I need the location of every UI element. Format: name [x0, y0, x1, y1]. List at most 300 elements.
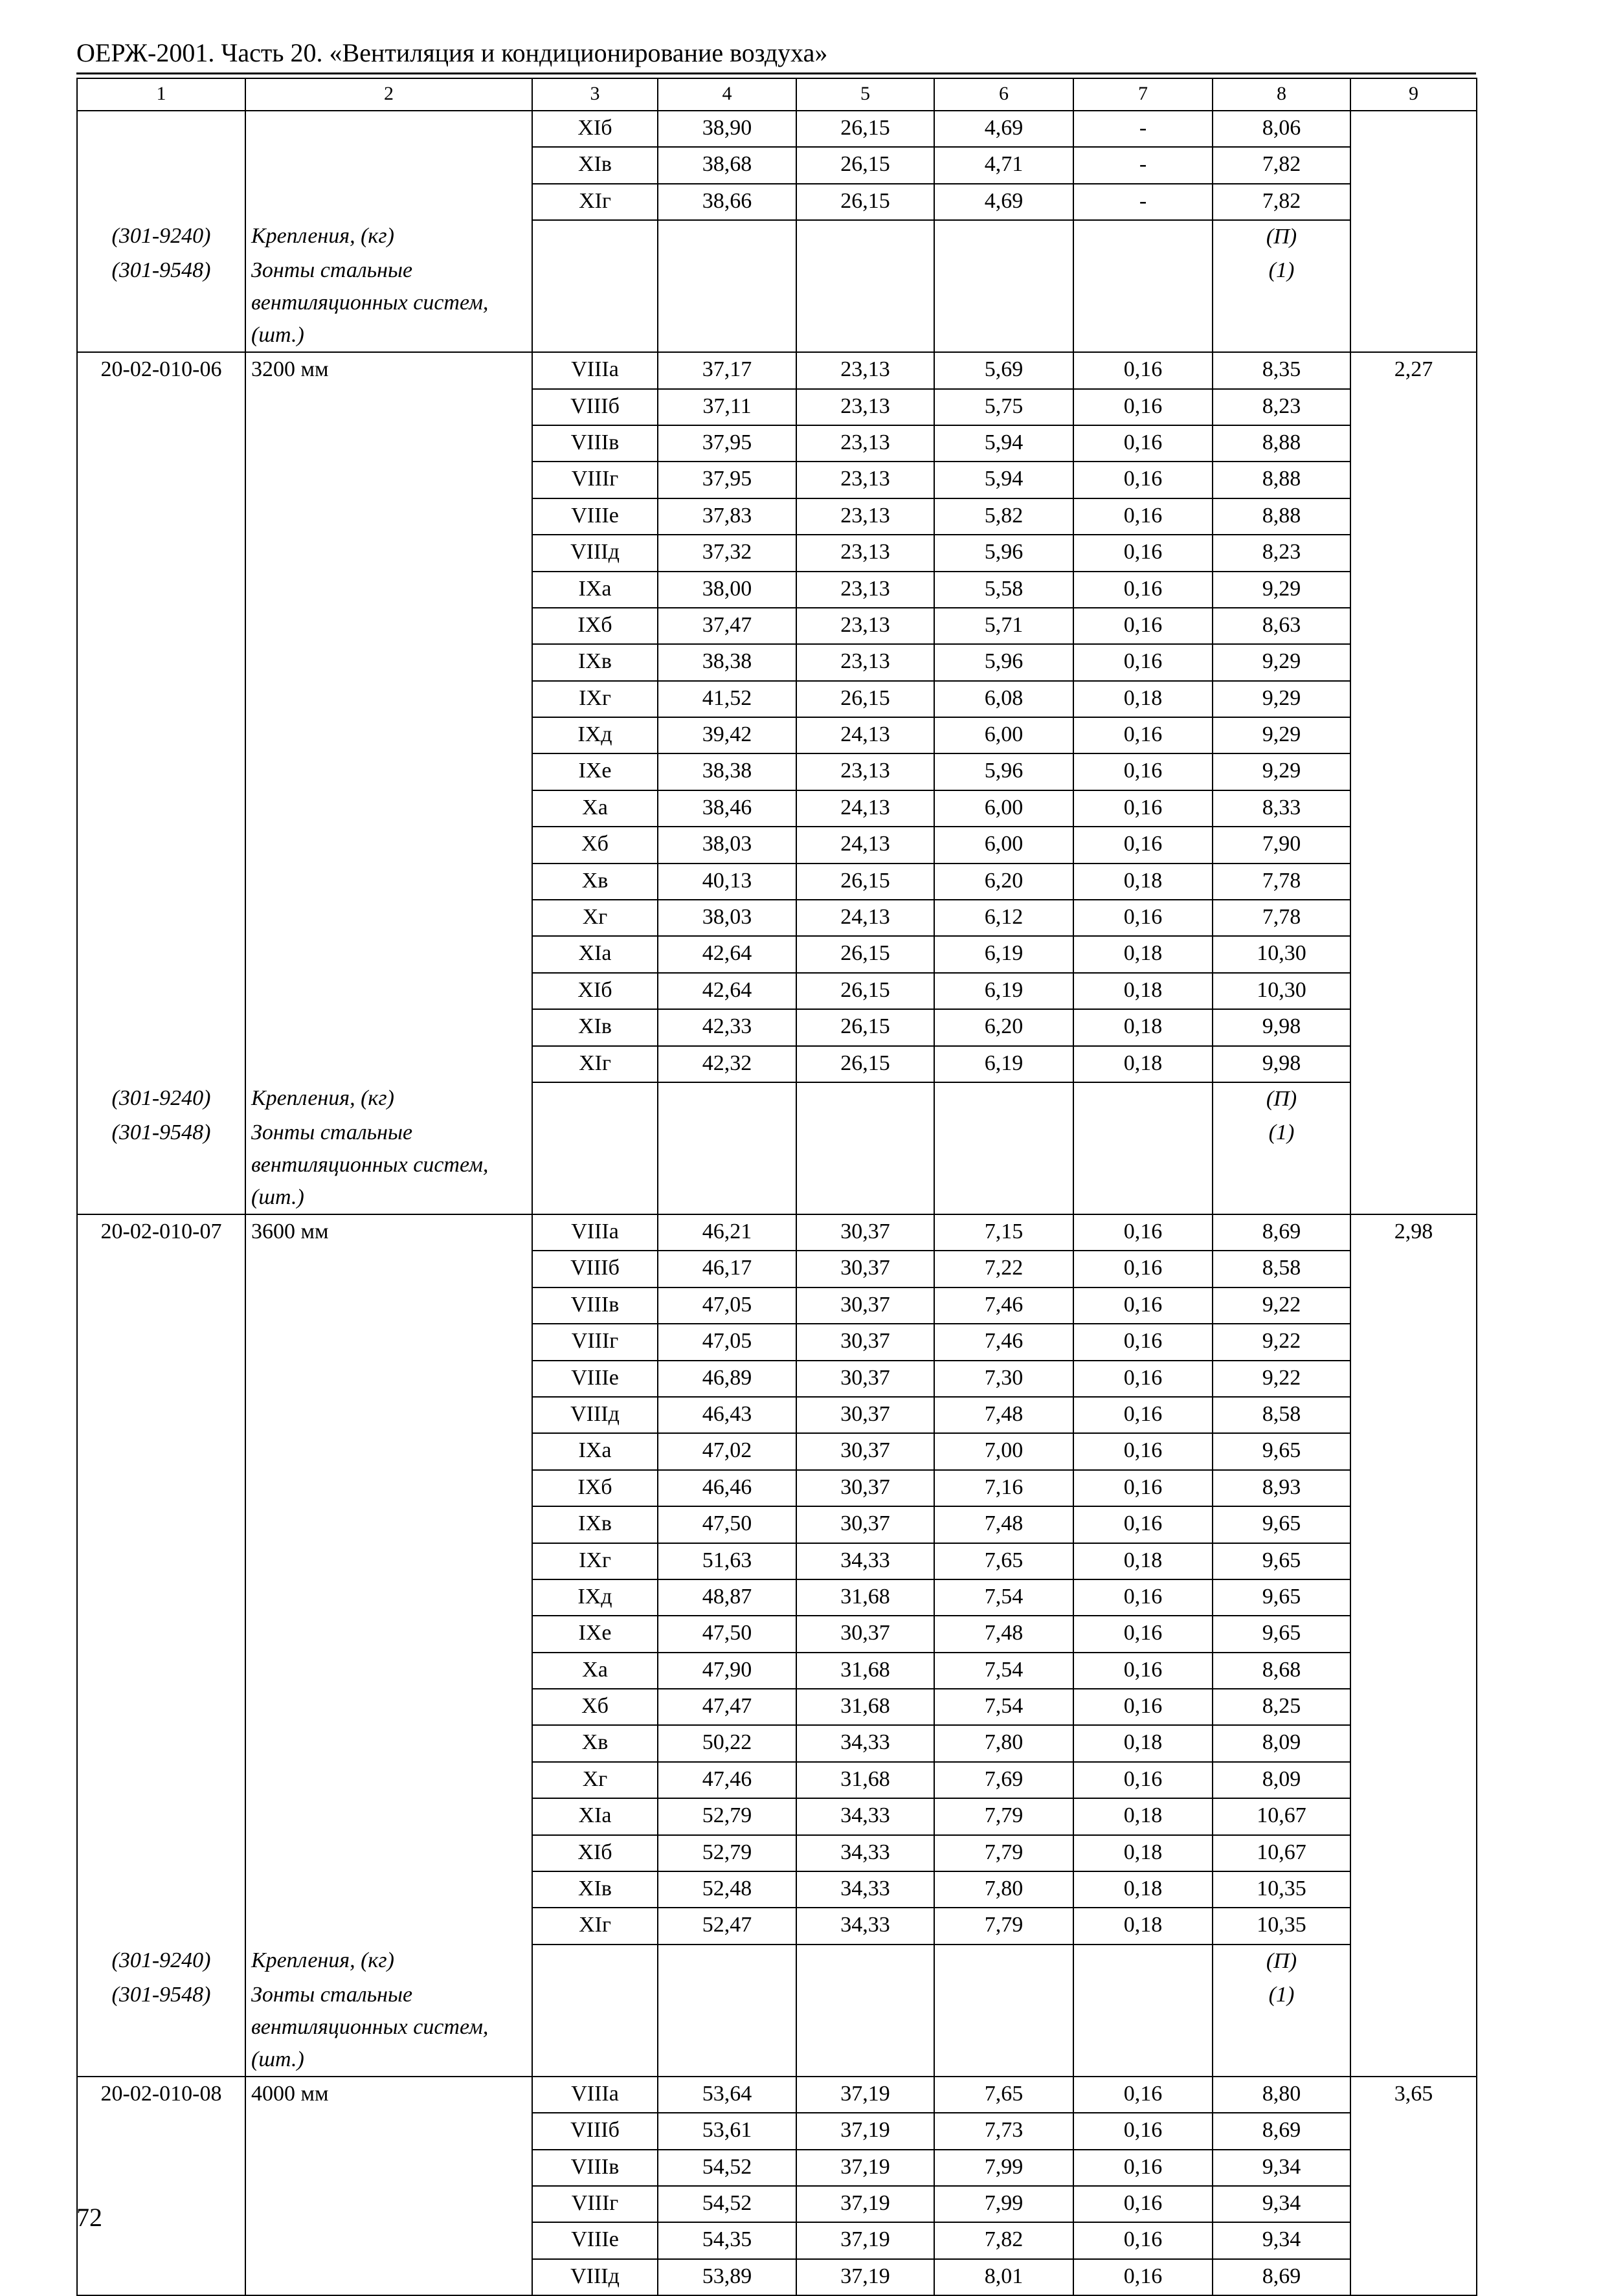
- table-row: [77, 389, 1477, 425]
- cell-col-1: [77, 1798, 245, 1834]
- cell-col-4: 38,03: [658, 900, 796, 936]
- cell-col-9: [1350, 1009, 1477, 1045]
- table-row: [77, 936, 1477, 972]
- cell-col-6: 7,48: [934, 1506, 1073, 1543]
- empty-cell: [1350, 220, 1477, 254]
- cell-col-3: IXб: [532, 608, 658, 644]
- cell-col-8: 8,69: [1213, 1214, 1350, 1251]
- cell-col-6: 7,46: [934, 1287, 1073, 1324]
- cell-col-6: 7,16: [934, 1470, 1073, 1506]
- cell-col-9: [1350, 1543, 1477, 1579]
- cell-col-6: 6,00: [934, 717, 1073, 753]
- cell-col-6: 7,69: [934, 1762, 1073, 1798]
- column-number: 6: [934, 78, 1073, 111]
- cell-col-7: 0,16: [1073, 1470, 1213, 1506]
- cell-col-9: [1350, 389, 1477, 425]
- cell-col-2: [245, 2222, 532, 2258]
- table-row: [77, 1689, 1477, 1725]
- resource-row: [77, 254, 1477, 352]
- cell-col-7: 0,18: [1073, 1908, 1213, 1944]
- cell-col-5: 34,33: [796, 1835, 934, 1871]
- cell-col-3: Xа: [532, 1653, 658, 1689]
- cell-col-3: XIа: [532, 1798, 658, 1834]
- cell-col-2: [245, 608, 532, 644]
- cell-col-3: Xа: [532, 790, 658, 827]
- page-number: 72: [76, 2203, 102, 2232]
- cell-col-3: IXа: [532, 1433, 658, 1469]
- cell-col-1: [77, 1361, 245, 1397]
- cell-col-8: 9,98: [1213, 1046, 1350, 1082]
- cell-col-1: [77, 1251, 245, 1287]
- cell-col-6: 7,22: [934, 1251, 1073, 1287]
- cell-col-8: 8,63: [1213, 608, 1350, 644]
- cell-col-7: 0,16: [1073, 498, 1213, 535]
- cell-col-4: 53,89: [658, 2259, 796, 2295]
- cell-col-8: 9,29: [1213, 644, 1350, 680]
- cell-col-8: 8,88: [1213, 498, 1350, 535]
- cell-col-5: 30,37: [796, 1616, 934, 1652]
- cell-col-7: 0,16: [1073, 462, 1213, 498]
- table-row: [77, 790, 1477, 827]
- cell-col-7: 0,18: [1073, 1725, 1213, 1761]
- cell-col-5: 24,13: [796, 790, 934, 827]
- cell-col-6: 5,58: [934, 572, 1073, 608]
- cell-col-2: 3200 мм: [245, 352, 532, 388]
- cell-col-6: 6,20: [934, 864, 1073, 900]
- cell-col-9: [1350, 753, 1477, 790]
- cell-col-3: XIб: [532, 1835, 658, 1871]
- cell-col-8: 9,34: [1213, 2222, 1350, 2258]
- cell-col-4: 54,52: [658, 2150, 796, 2186]
- cell-col-1: [77, 1616, 245, 1652]
- cell-col-5: 30,37: [796, 1433, 934, 1469]
- cell-col-3: VIIIа: [532, 2077, 658, 2113]
- cell-col-5: 31,68: [796, 1689, 934, 1725]
- cell-col-7: 0,16: [1073, 1506, 1213, 1543]
- empty-cell: [934, 1945, 1073, 1979]
- cell-col-8: 9,29: [1213, 717, 1350, 753]
- cell-col-6: 6,19: [934, 973, 1073, 1009]
- cell-col-4: 38,46: [658, 790, 796, 827]
- cell-col-3: Xб: [532, 827, 658, 863]
- cell-col-3: IXв: [532, 1506, 658, 1543]
- cell-col-8: 10,35: [1213, 1871, 1350, 1908]
- cell-col-8: 8,88: [1213, 425, 1350, 462]
- cell-col-1: [77, 900, 245, 936]
- cell-col-6: 7,82: [934, 2222, 1073, 2258]
- cell-col-4: 47,05: [658, 1324, 796, 1360]
- empty-cell: [934, 1082, 1073, 1117]
- cell-col-1: [77, 1871, 245, 1908]
- cell-col-9: [1350, 1798, 1477, 1834]
- cell-col-8: 7,78: [1213, 864, 1350, 900]
- cell-col-9: [1350, 2186, 1477, 2222]
- table-row: [77, 827, 1477, 863]
- cell-col-7: 0,18: [1073, 973, 1213, 1009]
- table-row: [77, 2113, 1477, 2149]
- cell-col-4: 47,50: [658, 1616, 796, 1652]
- cell-col-4: 37,32: [658, 535, 796, 571]
- cell-col-9: [1350, 425, 1477, 462]
- table-row: [77, 2186, 1477, 2222]
- cell-col-5: 26,15: [796, 184, 934, 220]
- cell-col-6: 5,82: [934, 498, 1073, 535]
- cell-col-3: VIIIг: [532, 2186, 658, 2222]
- cell-col-2: 4000 мм: [245, 2077, 532, 2113]
- cell-col-1: [77, 425, 245, 462]
- cell-col-9: [1350, 864, 1477, 900]
- cell-col-8: 9,34: [1213, 2186, 1350, 2222]
- cell-col-9: [1350, 1046, 1477, 1082]
- cell-col-3: Xв: [532, 864, 658, 900]
- empty-cell: [658, 1979, 796, 2077]
- cell-col-4: 47,90: [658, 1653, 796, 1689]
- resource-unit: (П): [1213, 1945, 1350, 1979]
- cell-col-4: 38,68: [658, 147, 796, 183]
- empty-cell: [796, 1979, 934, 2077]
- cell-col-2: [245, 1251, 532, 1287]
- cell-col-5: 26,15: [796, 864, 934, 900]
- cell-col-3: XIг: [532, 1908, 658, 1944]
- cell-col-4: 37,95: [658, 425, 796, 462]
- cell-col-6: 5,96: [934, 753, 1073, 790]
- cell-col-6: 4,69: [934, 111, 1073, 147]
- cell-col-9: 2,27: [1350, 352, 1477, 388]
- cell-col-2: [245, 790, 532, 827]
- cell-col-9: [1350, 1835, 1477, 1871]
- cell-col-2: [245, 2150, 532, 2186]
- cell-col-8: 8,69: [1213, 2259, 1350, 2295]
- column-number-row: [77, 78, 1477, 111]
- cell-col-1: [77, 2259, 245, 2295]
- cell-col-1: [77, 864, 245, 900]
- cell-col-3: XIв: [532, 147, 658, 183]
- resource-name: Крепления, (кг): [245, 1945, 532, 1979]
- table-row: [77, 1506, 1477, 1543]
- cell-col-6: 6,00: [934, 827, 1073, 863]
- cell-col-5: 34,33: [796, 1725, 934, 1761]
- cell-col-9: [1350, 681, 1477, 717]
- empty-cell: [796, 1945, 934, 1979]
- cell-col-7: 0,18: [1073, 1046, 1213, 1082]
- cell-col-7: 0,16: [1073, 1433, 1213, 1469]
- cell-col-6: 5,71: [934, 608, 1073, 644]
- table-row: [77, 184, 1477, 220]
- empty-cell: [658, 1945, 796, 1979]
- cell-col-1: [77, 1470, 245, 1506]
- cell-col-4: 47,02: [658, 1433, 796, 1469]
- cell-col-5: 26,15: [796, 681, 934, 717]
- empty-cell: [1073, 220, 1213, 254]
- cell-col-7: 0,18: [1073, 1543, 1213, 1579]
- cell-col-3: VIIIд: [532, 2259, 658, 2295]
- cell-col-1: [77, 681, 245, 717]
- cell-col-1: [77, 1506, 245, 1543]
- resource-code: (301-9548): [77, 1117, 245, 1214]
- table-row: [77, 1433, 1477, 1469]
- cell-col-4: 52,79: [658, 1798, 796, 1834]
- resource-name: Зонты стальные вентиляционных систем, (шт.): [245, 1117, 532, 1214]
- cell-col-9: [1350, 147, 1477, 183]
- cell-col-1: [77, 1725, 245, 1761]
- cell-col-8: 9,22: [1213, 1287, 1350, 1324]
- cell-col-9: [1350, 1908, 1477, 1944]
- empty-cell: [796, 1117, 934, 1214]
- cell-col-1: [77, 1835, 245, 1871]
- table-row: [77, 498, 1477, 535]
- cell-col-7: 0,16: [1073, 717, 1213, 753]
- empty-cell: [934, 1117, 1073, 1214]
- empty-cell: [934, 254, 1073, 352]
- cell-col-7: 0,16: [1073, 425, 1213, 462]
- resource-name: Крепления, (кг): [245, 1082, 532, 1117]
- cell-col-1: [77, 1653, 245, 1689]
- cell-col-6: 7,00: [934, 1433, 1073, 1469]
- rates-table: [76, 78, 1477, 2296]
- table-body: [77, 78, 1477, 2295]
- cell-col-2: [245, 1835, 532, 1871]
- cell-col-5: 34,33: [796, 1543, 934, 1579]
- cell-col-7: 0,16: [1073, 1287, 1213, 1324]
- cell-col-4: 46,46: [658, 1470, 796, 1506]
- cell-col-9: [1350, 717, 1477, 753]
- table-row: [77, 753, 1477, 790]
- cell-col-1: [77, 936, 245, 972]
- cell-col-2: [245, 498, 532, 535]
- cell-col-4: 38,03: [658, 827, 796, 863]
- cell-col-5: 31,68: [796, 1579, 934, 1616]
- cell-col-3: IXа: [532, 572, 658, 608]
- resource-unit: (1): [1213, 254, 1350, 352]
- cell-col-4: 38,66: [658, 184, 796, 220]
- column-number: 3: [532, 78, 658, 111]
- cell-col-9: [1350, 790, 1477, 827]
- cell-col-1: [77, 1579, 245, 1616]
- cell-col-2: [245, 111, 532, 147]
- cell-col-9: [1350, 1287, 1477, 1324]
- table-row: [77, 1835, 1477, 1871]
- cell-col-1: [77, 717, 245, 753]
- cell-col-9: [1350, 1762, 1477, 1798]
- cell-col-9: [1350, 184, 1477, 220]
- cell-col-8: 9,65: [1213, 1579, 1350, 1616]
- cell-col-7: 0,16: [1073, 1251, 1213, 1287]
- cell-col-5: 30,37: [796, 1214, 934, 1251]
- cell-col-7: 0,16: [1073, 352, 1213, 388]
- table-row: [77, 535, 1477, 571]
- cell-col-5: 31,68: [796, 1653, 934, 1689]
- cell-col-3: VIIIв: [532, 2150, 658, 2186]
- cell-col-2: [245, 1689, 532, 1725]
- table-row: [77, 425, 1477, 462]
- cell-col-2: [245, 1798, 532, 1834]
- cell-col-9: [1350, 2113, 1477, 2149]
- cell-col-2: [245, 1287, 532, 1324]
- cell-col-9: [1350, 1397, 1477, 1433]
- cell-col-5: 23,13: [796, 608, 934, 644]
- cell-col-8: 9,65: [1213, 1543, 1350, 1579]
- cell-col-9: [1350, 1251, 1477, 1287]
- cell-col-5: 24,13: [796, 827, 934, 863]
- cell-col-2: [245, 389, 532, 425]
- cell-col-8: 10,35: [1213, 1908, 1350, 1944]
- cell-col-5: 37,19: [796, 2186, 934, 2222]
- cell-col-7: 0,16: [1073, 1361, 1213, 1397]
- cell-col-8: 8,68: [1213, 1653, 1350, 1689]
- cell-col-3: VIIIб: [532, 1251, 658, 1287]
- table-row: [77, 1616, 1477, 1652]
- cell-col-2: [245, 864, 532, 900]
- cell-col-6: 7,80: [934, 1871, 1073, 1908]
- cell-col-6: 6,00: [934, 790, 1073, 827]
- cell-col-3: IXе: [532, 1616, 658, 1652]
- cell-col-1: [77, 2150, 245, 2186]
- cell-col-1: [77, 1433, 245, 1469]
- table-row: [77, 644, 1477, 680]
- cell-col-1: [77, 2113, 245, 2149]
- header-rule: [76, 72, 1476, 74]
- resource-row: [77, 1945, 1477, 1979]
- cell-col-2: [245, 681, 532, 717]
- cell-col-7: 0,16: [1073, 753, 1213, 790]
- resource-name: Зонты стальные вентиляционных систем, (шт.): [245, 1979, 532, 2077]
- cell-col-6: 7,54: [934, 1689, 1073, 1725]
- cell-col-2: [245, 1908, 532, 1944]
- cell-col-5: 24,13: [796, 717, 934, 753]
- cell-col-8: 8,23: [1213, 535, 1350, 571]
- cell-col-6: 6,19: [934, 1046, 1073, 1082]
- cell-col-6: 7,80: [934, 1725, 1073, 1761]
- cell-col-3: VIIIд: [532, 1397, 658, 1433]
- cell-col-1: 20-02-010-07: [77, 1214, 245, 1251]
- cell-col-9: [1350, 1324, 1477, 1360]
- cell-col-4: 37,17: [658, 352, 796, 388]
- cell-col-3: VIIIа: [532, 352, 658, 388]
- cell-col-2: [245, 1324, 532, 1360]
- cell-col-2: [245, 1616, 532, 1652]
- cell-col-1: [77, 790, 245, 827]
- cell-col-5: 37,19: [796, 2259, 934, 2295]
- cell-col-9: [1350, 644, 1477, 680]
- cell-col-5: 23,13: [796, 352, 934, 388]
- cell-col-6: 7,46: [934, 1324, 1073, 1360]
- cell-col-4: 53,64: [658, 2077, 796, 2113]
- cell-col-6: 7,30: [934, 1361, 1073, 1397]
- cell-col-5: 23,13: [796, 753, 934, 790]
- cell-col-3: IXд: [532, 1579, 658, 1616]
- empty-cell: [1350, 1945, 1477, 1979]
- cell-col-9: [1350, 1506, 1477, 1543]
- cell-col-9: [1350, 1725, 1477, 1761]
- cell-col-1: [77, 2222, 245, 2258]
- cell-col-8: 8,58: [1213, 1251, 1350, 1287]
- table-row: [77, 462, 1477, 498]
- cell-col-4: 46,21: [658, 1214, 796, 1251]
- empty-cell: [658, 1082, 796, 1117]
- column-number: 2: [245, 78, 532, 111]
- cell-col-9: 3,65: [1350, 2077, 1477, 2113]
- cell-col-7: -: [1073, 147, 1213, 183]
- cell-col-4: 38,38: [658, 644, 796, 680]
- cell-col-2: [245, 147, 532, 183]
- cell-col-3: IXв: [532, 644, 658, 680]
- cell-col-5: 23,13: [796, 462, 934, 498]
- cell-col-9: [1350, 1579, 1477, 1616]
- cell-col-3: VIIIв: [532, 425, 658, 462]
- cell-col-2: [245, 2259, 532, 2295]
- column-number: 5: [796, 78, 934, 111]
- cell-col-5: 34,33: [796, 1798, 934, 1834]
- cell-col-5: 37,19: [796, 2222, 934, 2258]
- cell-col-5: 37,19: [796, 2113, 934, 2149]
- empty-cell: [796, 220, 934, 254]
- cell-col-7: 0,16: [1073, 1616, 1213, 1652]
- cell-col-5: 30,37: [796, 1397, 934, 1433]
- cell-col-7: -: [1073, 111, 1213, 147]
- cell-col-2: [245, 1506, 532, 1543]
- cell-col-7: 0,18: [1073, 1871, 1213, 1908]
- cell-col-8: 10,30: [1213, 936, 1350, 972]
- cell-col-4: 42,33: [658, 1009, 796, 1045]
- cell-col-8: 8,88: [1213, 462, 1350, 498]
- empty-cell: [1073, 1117, 1213, 1214]
- cell-col-8: 8,58: [1213, 1397, 1350, 1433]
- cell-col-8: 7,82: [1213, 184, 1350, 220]
- cell-col-7: 0,16: [1073, 2186, 1213, 2222]
- cell-col-9: [1350, 2222, 1477, 2258]
- table-row: [77, 2259, 1477, 2295]
- cell-col-1: [77, 1046, 245, 1082]
- cell-col-2: [245, 973, 532, 1009]
- cell-col-4: 50,22: [658, 1725, 796, 1761]
- page-header: ОЕРЖ-2001. Часть 20. «Вентиляция и кондиционирование воздуха»: [76, 38, 828, 67]
- table-row: [77, 900, 1477, 936]
- cell-col-1: 20-02-010-06: [77, 352, 245, 388]
- cell-col-5: 30,37: [796, 1361, 934, 1397]
- cell-col-5: 26,15: [796, 147, 934, 183]
- cell-col-4: 46,89: [658, 1361, 796, 1397]
- cell-col-7: 0,16: [1073, 2150, 1213, 2186]
- cell-col-2: [245, 1361, 532, 1397]
- cell-col-4: 39,42: [658, 717, 796, 753]
- cell-col-8: 7,82: [1213, 147, 1350, 183]
- resource-unit: (П): [1213, 220, 1350, 254]
- cell-col-5: 30,37: [796, 1506, 934, 1543]
- cell-col-5: 23,13: [796, 389, 934, 425]
- column-number: 9: [1350, 78, 1477, 111]
- table-row: [77, 352, 1477, 388]
- cell-col-8: 8,69: [1213, 2113, 1350, 2149]
- cell-col-5: 23,13: [796, 498, 934, 535]
- table-row: [77, 1009, 1477, 1045]
- cell-col-2: [245, 936, 532, 972]
- cell-col-3: Xг: [532, 900, 658, 936]
- empty-cell: [658, 220, 796, 254]
- cell-col-9: [1350, 900, 1477, 936]
- cell-col-9: [1350, 1689, 1477, 1725]
- cell-col-7: 0,18: [1073, 1009, 1213, 1045]
- cell-col-9: [1350, 827, 1477, 863]
- cell-col-1: [77, 1009, 245, 1045]
- cell-col-7: 0,16: [1073, 2259, 1213, 2295]
- cell-col-4: 46,43: [658, 1397, 796, 1433]
- cell-col-6: 6,08: [934, 681, 1073, 717]
- cell-col-2: [245, 184, 532, 220]
- cell-col-3: IXг: [532, 1543, 658, 1579]
- cell-col-6: 7,15: [934, 1214, 1073, 1251]
- cell-col-4: 52,79: [658, 1835, 796, 1871]
- empty-cell: [1073, 1082, 1213, 1117]
